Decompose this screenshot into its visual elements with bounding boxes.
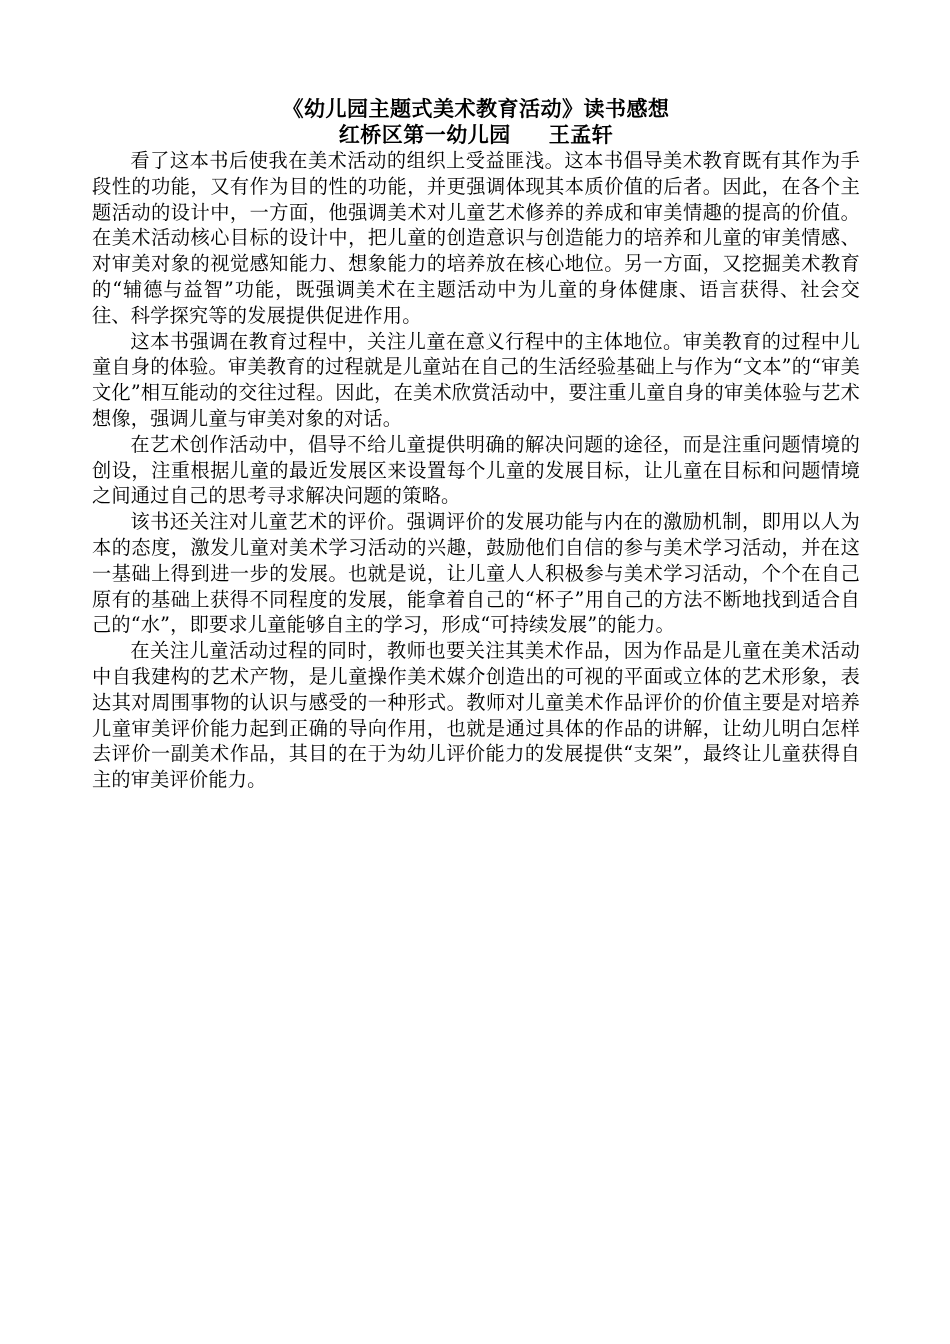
body-paragraph: 在关注儿童活动过程的同时，教师也要关注其美术作品，因为作品是儿童在美术活动中自我建构的艺术产物，是儿童操作美术媒介创造出的可视的平面或立体的艺术形象，表达其对周围事物的认识与感受的一种形式。教师对儿童美术作品评价的价值主要是对培养儿童审美评价能力起到正确的导向作用，也就是通过具体的作品的讲解，让幼儿明白怎样去评价一副美术作品，其目的在于为幼儿评价能力的发展提供“支架”，最终让儿童获得自主的审美评价能力。: [92, 639, 860, 792]
body-paragraph: 这本书强调在教育过程中，关注儿童在意义行程中的主体地位。审美教育的过程中儿童自身的体验。审美教育的过程就是儿童站在自己的生活经验基础上与作为“文本”的“审美文化”相互能动的交往过程。因此，在美术欣赏活动中，要注重儿童自身的审美体验与艺术想像，强调儿童与审美对象的对话。: [92, 329, 860, 430]
author-line: [92, 122, 860, 148]
body-paragraph: 该书还关注对儿童艺术的评价。强调评价的发展功能与内在的激励机制，即用以人为本的态度，激发儿童对美术学习活动的兴趣，鼓励他们自信的参与美术学习活动，并在这一基础上得到进一步的发展。也就是说，让儿童人人积极参与美术学习活动，个个在自己原有的基础上获得不同程度的发展，能拿着自己的“杯子”用自己的方法不断地找到适合自己的“水”，即要求儿童能够自主的学习，形成“可持续发展”的能力。: [92, 510, 860, 637]
document-title: 《幼儿园主题式美术教育活动》读书感想: [282, 96, 670, 121]
author-name: 王孟轩: [548, 122, 614, 147]
body-paragraph: 看了这本书后使我在美术活动的组织上受益匪浅。这本书倡导美术教育既有其作为手段性的功能，又有作为目的性的功能，并更强调体现其本质价值的后者。因此，在各个主题活动的设计中，一方面，他强调美术对儿童艺术修养的养成和审美情趣的提高的价值。在美术活动核心目标的设计中，把儿童的创造意识与创造能力的培养和儿童的审美情感、对审美对象的视觉感知能力、想象能力的培养放在核心地位。另一方面，又挖掘美术教育的“辅德与益智”功能，既强调美术在主题活动中为儿童的身体健康、语言获得、社会交往、科学探究等的发展提供促进作用。: [92, 149, 860, 327]
document-body: [92, 148, 860, 793]
body-paragraph: 在艺术创作活动中，倡导不给儿童提供明确的解决问题的途径，而是注重问题情境的创设，注重根据儿童的最近发展区来设置每个儿童的发展目标，让儿童在目标和问题情境之间通过自己的思考寻求解决问题的策略。: [92, 432, 860, 508]
school-name: 红桥区第一幼儿园: [338, 122, 511, 147]
document-page: [92, 96, 860, 793]
